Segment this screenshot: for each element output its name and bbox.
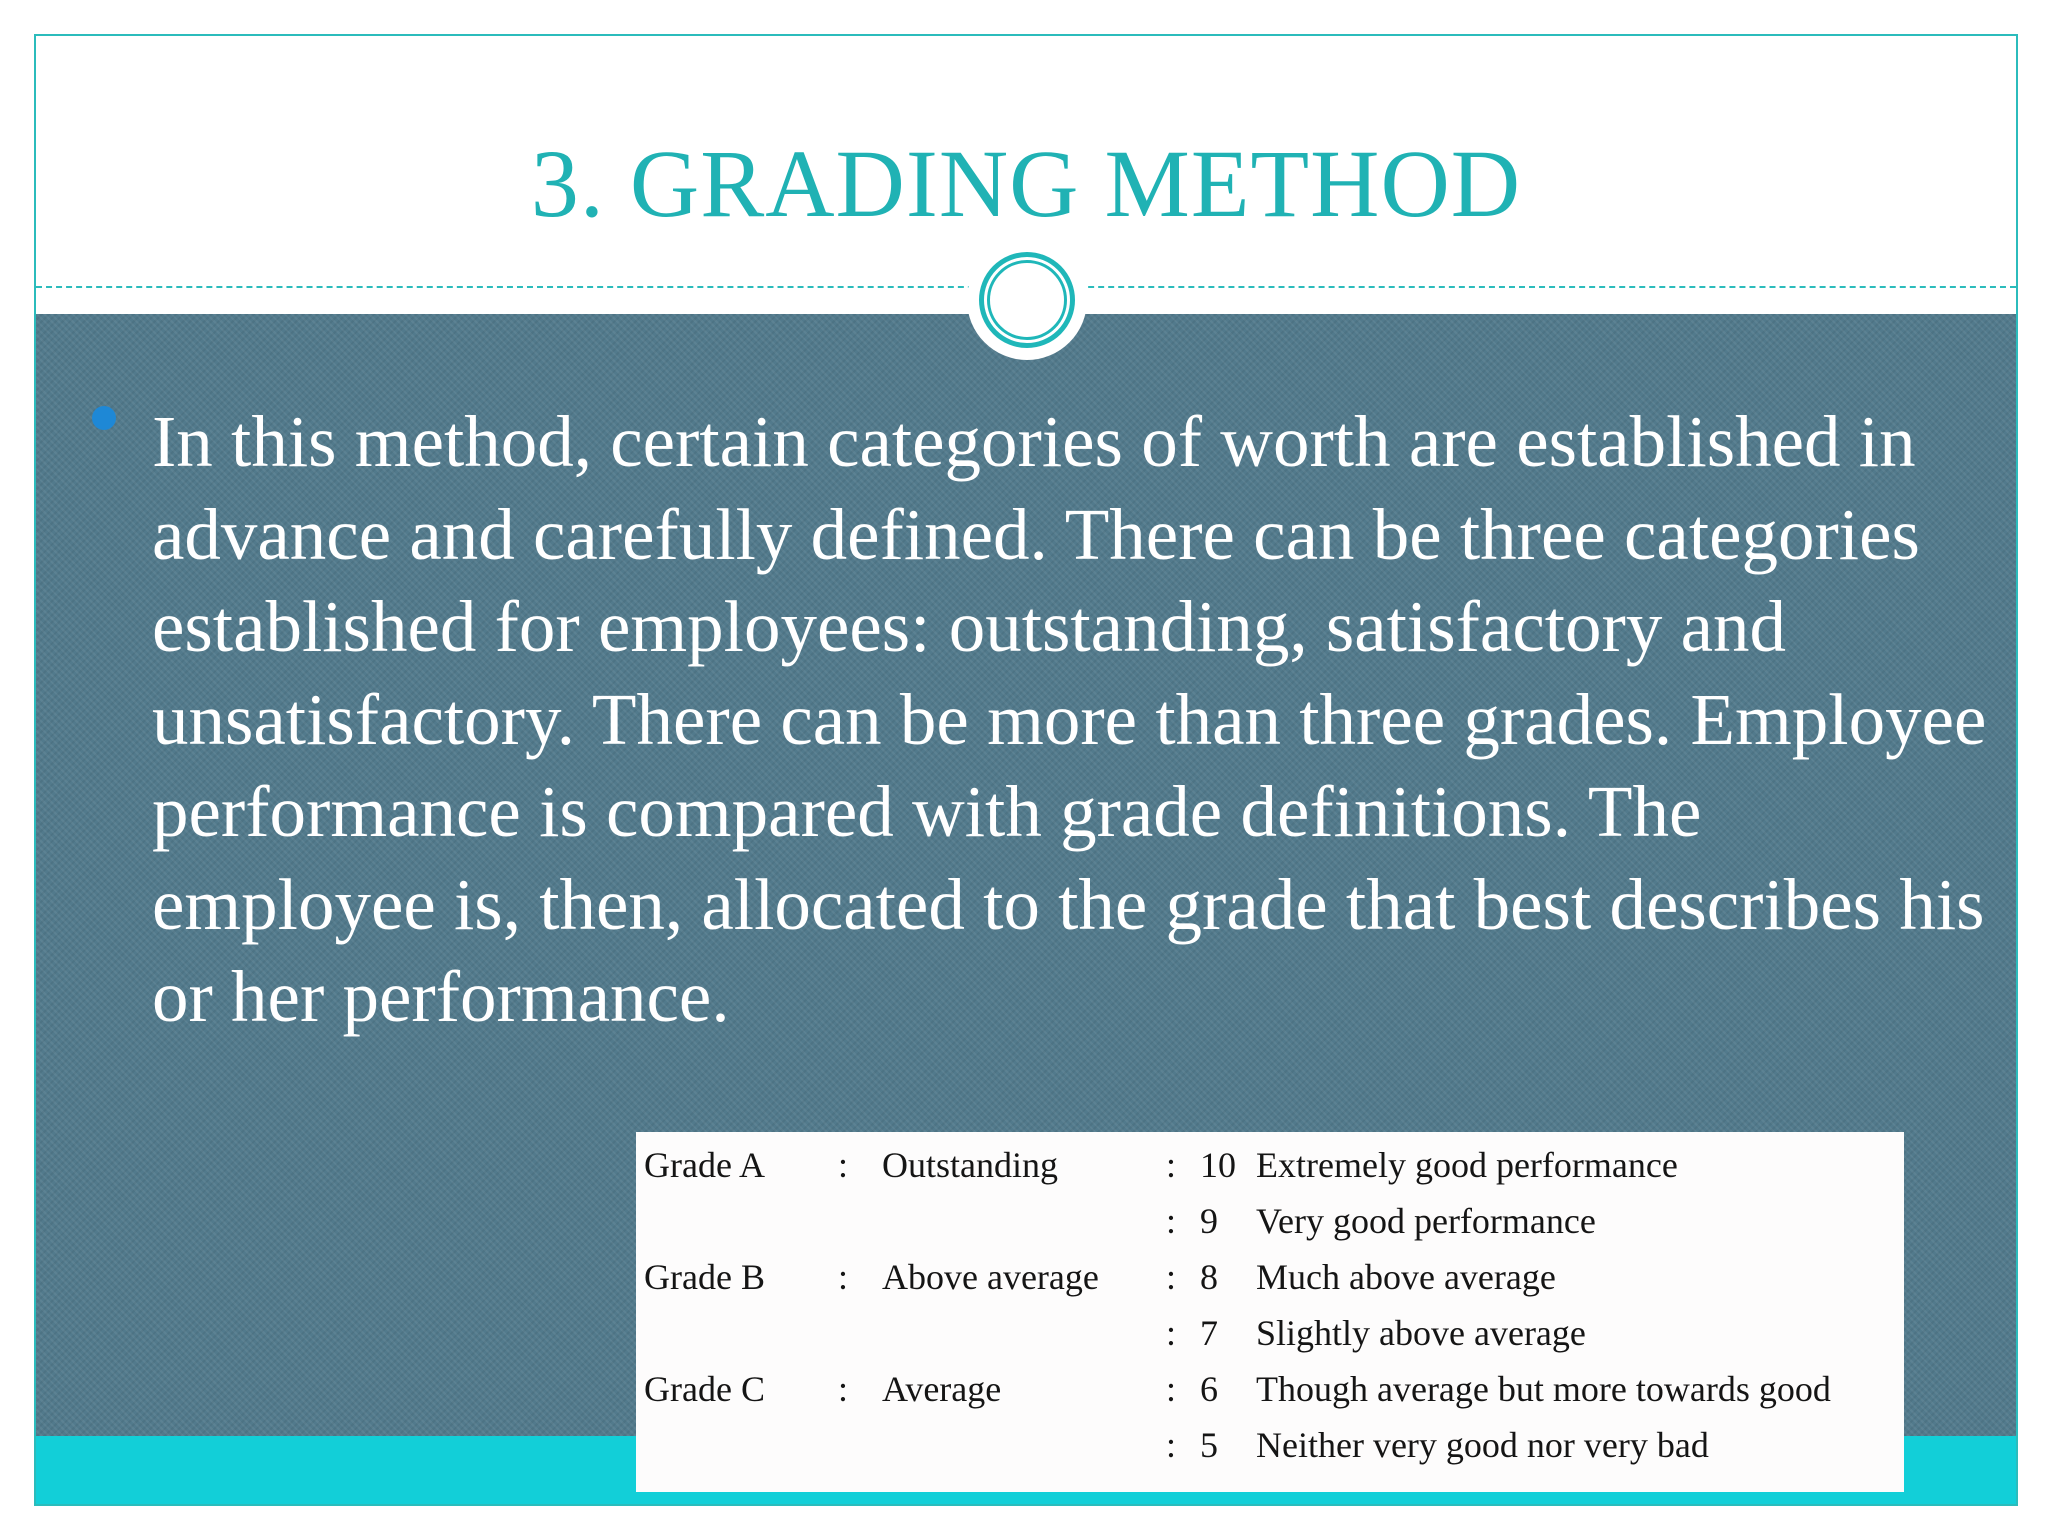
table-row — [636, 1306, 1904, 1362]
grade-score: 7 — [1200, 1313, 1218, 1353]
grade-score: 8 — [1200, 1257, 1218, 1297]
grade-score: 5 — [1200, 1425, 1218, 1465]
grade-description: Much above average — [1256, 1257, 1556, 1297]
grade-table — [636, 1132, 1904, 1492]
grade-category: Average — [882, 1369, 1002, 1409]
separator: : — [838, 1257, 849, 1297]
table-row — [636, 1418, 1904, 1474]
separator: : — [838, 1369, 849, 1409]
separator: : — [1166, 1257, 1177, 1297]
table-row — [636, 1138, 1904, 1194]
slide — [34, 34, 2018, 1506]
grade-label: Grade A — [644, 1145, 765, 1185]
separator: : — [1166, 1145, 1177, 1185]
separator: : — [1166, 1369, 1177, 1409]
grade-description: Very good performance — [1256, 1201, 1596, 1241]
grade-score: 10 — [1200, 1145, 1236, 1185]
bullet-dot-icon — [92, 406, 116, 430]
table-row — [636, 1194, 1904, 1250]
grade-description: Extremely good performance — [1256, 1145, 1678, 1185]
slide-title: 3. GRADING METHOD — [530, 130, 1522, 237]
bullet-paragraph: In this method, certain categories of worth are established in advance and carefully defined. There can be three categories established for employees: outstanding, satisfactory and unsatisfactory. There can be more than three grades. Employee performance is compared with grade definitions. The employee is, then, allocated to the grade that best describes his or her performance. — [152, 401, 1987, 1037]
separator: : — [1166, 1201, 1177, 1241]
grade-description: Slightly above average — [1256, 1313, 1586, 1353]
separator: : — [1166, 1313, 1177, 1353]
separator: : — [1166, 1425, 1177, 1465]
grade-label: Grade B — [644, 1257, 765, 1297]
grade-label: Grade C — [644, 1369, 765, 1409]
grade-score: 6 — [1200, 1369, 1218, 1409]
double-ring-circle-icon — [967, 240, 1087, 360]
grade-description: Neither very good nor very bad — [1256, 1425, 1709, 1465]
table-row — [636, 1362, 1904, 1418]
grade-category: Outstanding — [882, 1145, 1058, 1185]
grade-description: Though average but more towards good — [1256, 1369, 1831, 1409]
table-row — [636, 1250, 1904, 1306]
separator: : — [838, 1145, 849, 1185]
grade-category: Above average — [882, 1257, 1099, 1297]
inner-ring — [987, 260, 1067, 340]
grade-score: 9 — [1200, 1201, 1218, 1241]
